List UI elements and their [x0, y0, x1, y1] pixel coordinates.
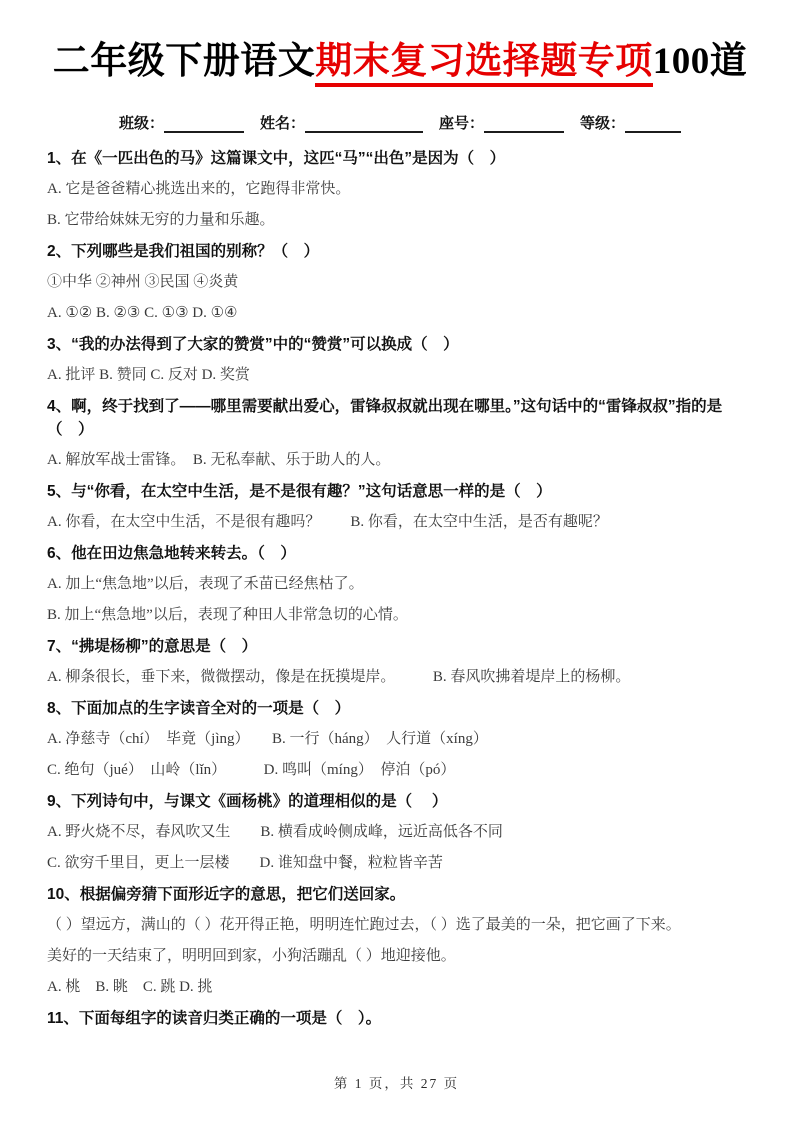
grade-blank: [625, 116, 681, 133]
option-line: A. 它是爸爸精心挑选出来的，它跑得非常快。: [47, 181, 351, 197]
title-highlight: 期末复习选择题专项: [315, 41, 653, 87]
question-5: [47, 480, 753, 534]
page-number: [0, 1072, 793, 1092]
option-line: B. 加上“焦急地”以后，表现了种田人非常急切的心情。: [47, 607, 408, 623]
option-line: A. ①② B. ②③ C. ①③ D. ①④: [47, 305, 238, 321]
question-11: [47, 1007, 753, 1030]
question-8: [47, 697, 753, 782]
name-field: [260, 112, 423, 133]
question-stem: 11、下面每组字的读音归类正确的一项是（ ）。: [47, 1010, 382, 1027]
option-line: C. 绝句（jué） 山岭（lǐn） D. 鸣叫（míng） 停泊（pó）: [47, 762, 456, 778]
question-4: [47, 395, 753, 472]
seat-field: [439, 112, 564, 133]
option-line: A. 加上“焦急地”以后，表现了禾苗已经焦枯了。: [47, 576, 364, 592]
option-line: A. 桃 B. 眺 C. 跳 D. 挑: [47, 979, 213, 995]
page-title: [47, 36, 753, 88]
question-stem: 9、下列诗句中，与课文《画杨桃》的道理相似的是（ ）: [47, 793, 448, 810]
student-info-row: [47, 112, 753, 133]
question-9: [47, 790, 753, 875]
question-6: [47, 542, 753, 627]
question-1: [47, 147, 753, 232]
option-line: A. 柳条很长，垂下来，微微摆动，像是在抚摸堤岸。 B. 春风吹拂着堤岸上的杨柳。: [47, 669, 631, 685]
option-line: A. 野火烧不尽，春风吹又生 B. 横看成岭侧成峰，远近高低各不同: [47, 824, 503, 840]
option-line: ①中华 ②神州 ③民国 ④炎黄: [47, 274, 239, 290]
question-7: [47, 635, 753, 689]
question-stem: 2、下列哪些是我们祖国的别称？（ ）: [47, 243, 320, 260]
option-line: B. 它带给妹妹无穷的力量和乐趣。: [47, 212, 275, 228]
question-stem: 8、下面加点的生字读音全对的一项是（ ）: [47, 700, 351, 717]
question-stem: 10、根据偏旁猜下面形近字的意思，把它们送回家。: [47, 886, 406, 903]
name-label: 姓名：: [259, 115, 305, 132]
questions-list: [47, 147, 753, 1030]
class-label: 班级：: [118, 115, 164, 132]
option-line: C. 欲穷千里目，更上一层楼 D. 谁知盘中餐，粒粒皆辛苦: [47, 855, 443, 871]
title-prefix: 二年级下册语文: [52, 41, 316, 82]
grade-label: 等级：: [580, 115, 626, 132]
option-line: A. 解放军战士雷锋。 B. 无私奉献、乐于助人的人。: [47, 452, 391, 468]
question-stem: 1、在《一匹出色的马》这篇课文中，这匹“马”“出色”是因为（ ）: [47, 150, 506, 167]
class-blank: [164, 116, 244, 133]
option-line: （ ）望远方，满山的（ ）花开得正艳，明明连忙跑过去，（ ）选了最美的一朵，把它画了下来。: [47, 917, 681, 933]
question-10: [47, 883, 753, 999]
option-line: A. 净慈寺（chí） 毕竟（jìng） B. 一行（háng） 人行道（xíng）: [47, 731, 488, 747]
name-blank: [305, 116, 423, 133]
seat-label: 座号：: [439, 115, 485, 132]
option-line: A. 批评 B. 赞同 C. 反对 D. 奖赏: [47, 367, 250, 383]
question-stem: 7、“拂堤杨柳”的意思是（ ）: [47, 638, 258, 655]
seat-blank: [484, 116, 564, 133]
title-suffix: 100道: [652, 41, 748, 82]
option-line: A. 你看，在太空中生活，不是很有趣吗？ B. 你看，在太空中生活，是否有趣呢？: [47, 514, 608, 530]
question-stem: 4、啊，终于找到了——哪里需要献出爱心，雷锋叔叔就出现在哪里。”这句话中的“雷锋叔叔”指的是（ ）: [47, 398, 723, 438]
class-field: [119, 112, 244, 133]
question-stem: 3、“我的办法得到了大家的赞赏”中的“赞赏”可以换成（ ）: [47, 336, 459, 353]
question-stem: 6、他在田边焦急地转来转去。（ ）: [47, 545, 296, 562]
question-2: [47, 240, 753, 325]
question-3: [47, 333, 753, 387]
option-line: 美好的一天结束了，明明回到家，小狗活蹦乱（ ）地迎接他。: [47, 948, 456, 964]
grade-field: [580, 112, 681, 133]
question-stem: 5、与“你看，在太空中生活，是不是很有趣？”这句话意思一样的是（ ）: [47, 483, 552, 500]
page-number-label: 第 1 页，共 27 页: [333, 1076, 460, 1091]
